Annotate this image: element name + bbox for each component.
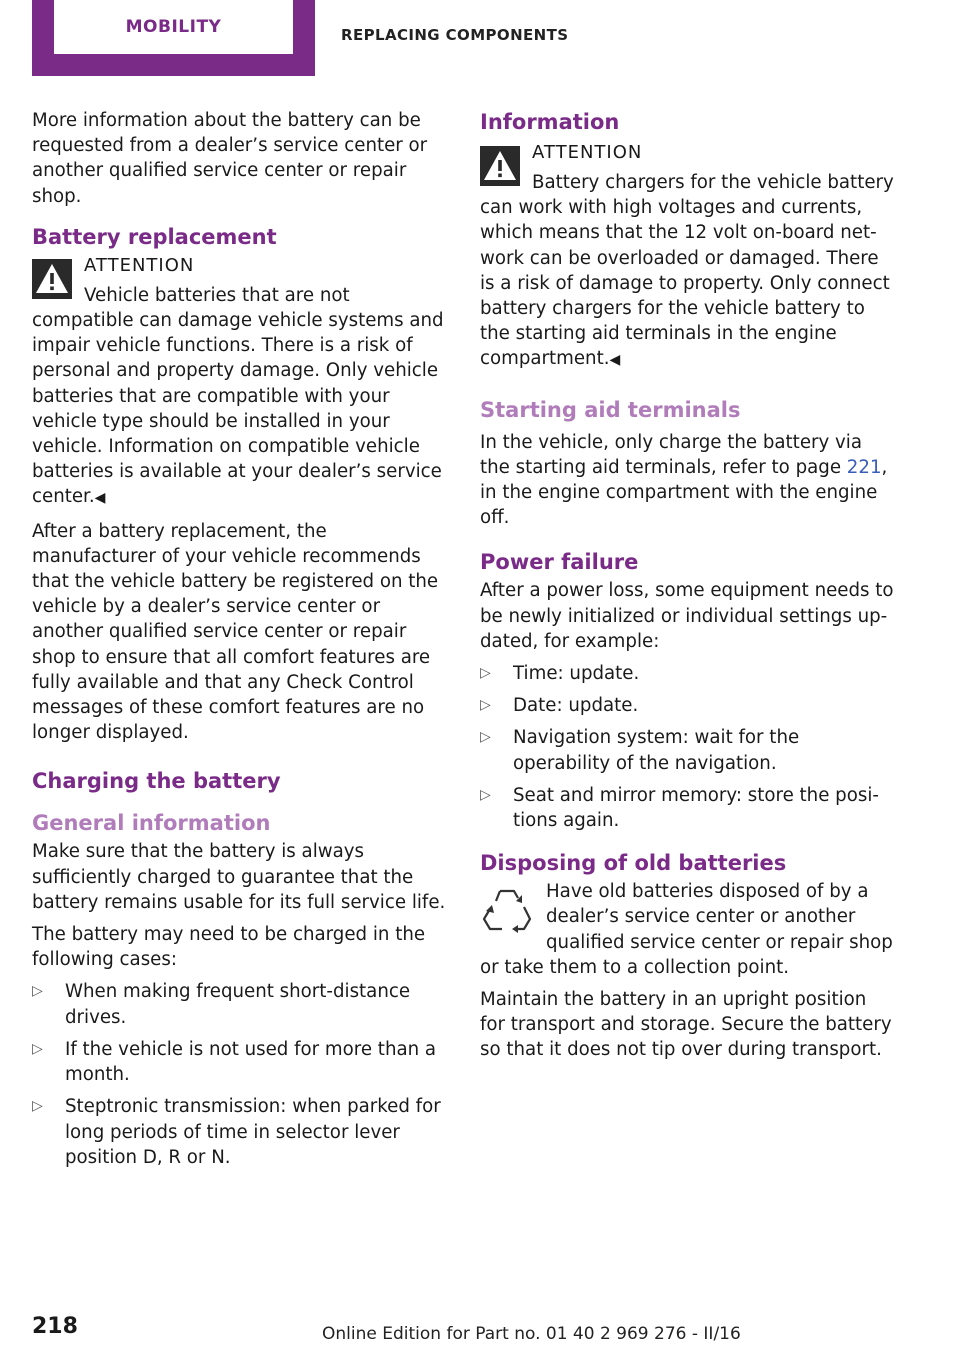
disposing-heading: Disposing of old batteries — [480, 851, 787, 876]
header-tab — [32, 0, 315, 76]
end-mark-icon: ◀ — [94, 490, 106, 507]
power-failure-paragraph: After a power loss, some equipment needs to be newly initialized or individual settings updated, for example: — [480, 580, 894, 652]
end-mark-icon: ◀ — [609, 352, 621, 369]
starting-aid-paragraph: In the vehicle, only charge the battery via the starting aid terminals, refer to page 221, in the engine compartment with the engine off. — [480, 431, 888, 529]
bullet-icon: ▷ — [480, 697, 491, 714]
warning-triangle-icon — [480, 146, 520, 186]
list-item: ▷ Seat and mirror memory: store the positions again. — [480, 784, 879, 832]
footer-edition: Online Edition for Part no. 01 40 2 969 276 - II/16 — [322, 1324, 741, 1344]
general-info-paragraph: Make sure that the battery is always sufficiently charged to guarantee that the battery remains usable for its full service life. — [32, 841, 446, 913]
recycle-icon — [480, 883, 534, 937]
bullet-icon: ▷ — [32, 983, 43, 1000]
charge-cases-intro: The battery may need to be charged in the following cases: — [32, 924, 426, 971]
disposing-block — [480, 879, 895, 980]
list-item: ▷ Date: update. — [480, 693, 895, 718]
power-failure-list — [480, 661, 895, 833]
battery-replacement-heading: Battery replacement — [32, 224, 277, 249]
intro-paragraph: More information about the battery can be requested from a dealer’s service center or another qualified service center or repair shop. — [32, 110, 428, 207]
warning-title: ATTENTION — [532, 142, 643, 163]
disposing-paragraph: Have old batteries disposed of by a dealer’s service center or another qualified service center or repair shop or take them to a collection point. — [480, 881, 893, 978]
page-number: 218 — [32, 1314, 78, 1339]
header-tab-label: MOBILITY — [54, 0, 293, 54]
bullet-icon: ▷ — [32, 1098, 43, 1115]
warning-title: ATTENTION — [84, 254, 195, 276]
charge-cases-list — [32, 979, 447, 1169]
bullet-icon: ▷ — [480, 729, 491, 746]
warning-body: Vehicle batteries that are not compatible can damage vehicle systems and impair vehicle functions. There is a risk of personal and property damage. Only vehicle batteries that are compatible with your vehicle type should be installed in your vehicle. Information on compatible vehicle batteries is available at your dealer’s service center.◀ — [32, 284, 444, 508]
information-heading: Information — [480, 110, 620, 134]
warning-body: Battery chargers for the vehicle battery can work with high voltages and currents, which means that the 12 volt on-board network can be overloaded or damaged. There is a risk of damage to property. Only connect battery chargers for the vehicle battery to the starting aid terminals in the engine compartment.◀ — [480, 172, 894, 370]
after-replacement-paragraph: After a battery replacement, the manufacturer of your vehicle recommends that the vehicle battery be registered on the vehicle by a dealer’s service center or another qualified service center or repair shop to ensure that all comfort features are fully available and that any Check Control messages of these comfort features are no longer displayed. — [32, 520, 439, 744]
warning-block — [32, 253, 447, 512]
warning-block — [480, 140, 895, 374]
maintain-paragraph: Maintain the battery in an upright position for transport and storage. Secure the battery so that it does not tip over during transport. — [480, 989, 892, 1061]
list-item: ▷ If the vehicle is not used for more than a month. — [32, 1038, 437, 1086]
warning-triangle-icon — [32, 259, 72, 299]
list-item: ▷ Navigation system: wait for the operability of the navigation. — [480, 727, 800, 774]
left-column — [32, 108, 447, 1177]
section-title: REPLACING COMPONENTS — [341, 26, 569, 44]
bullet-icon: ▷ — [480, 665, 491, 682]
right-column — [480, 108, 895, 1070]
page-reference-link[interactable]: 221 — [846, 456, 882, 478]
starting-aid-heading: Starting aid terminals — [480, 397, 741, 422]
bullet-icon: ▷ — [480, 786, 491, 803]
list-item: ▷ When making frequent short-distance drives. — [32, 981, 411, 1028]
general-info-heading: General information — [32, 811, 271, 836]
bullet-icon: ▷ — [32, 1040, 43, 1057]
charging-heading: Charging the battery — [32, 769, 281, 794]
list-item: ▷ Steptronic transmission: when parked for long periods of time in selector lever position D, R or N. — [32, 1096, 441, 1168]
power-failure-heading: Power failure — [480, 550, 639, 575]
list-item: ▷ Time: update. — [480, 661, 895, 686]
